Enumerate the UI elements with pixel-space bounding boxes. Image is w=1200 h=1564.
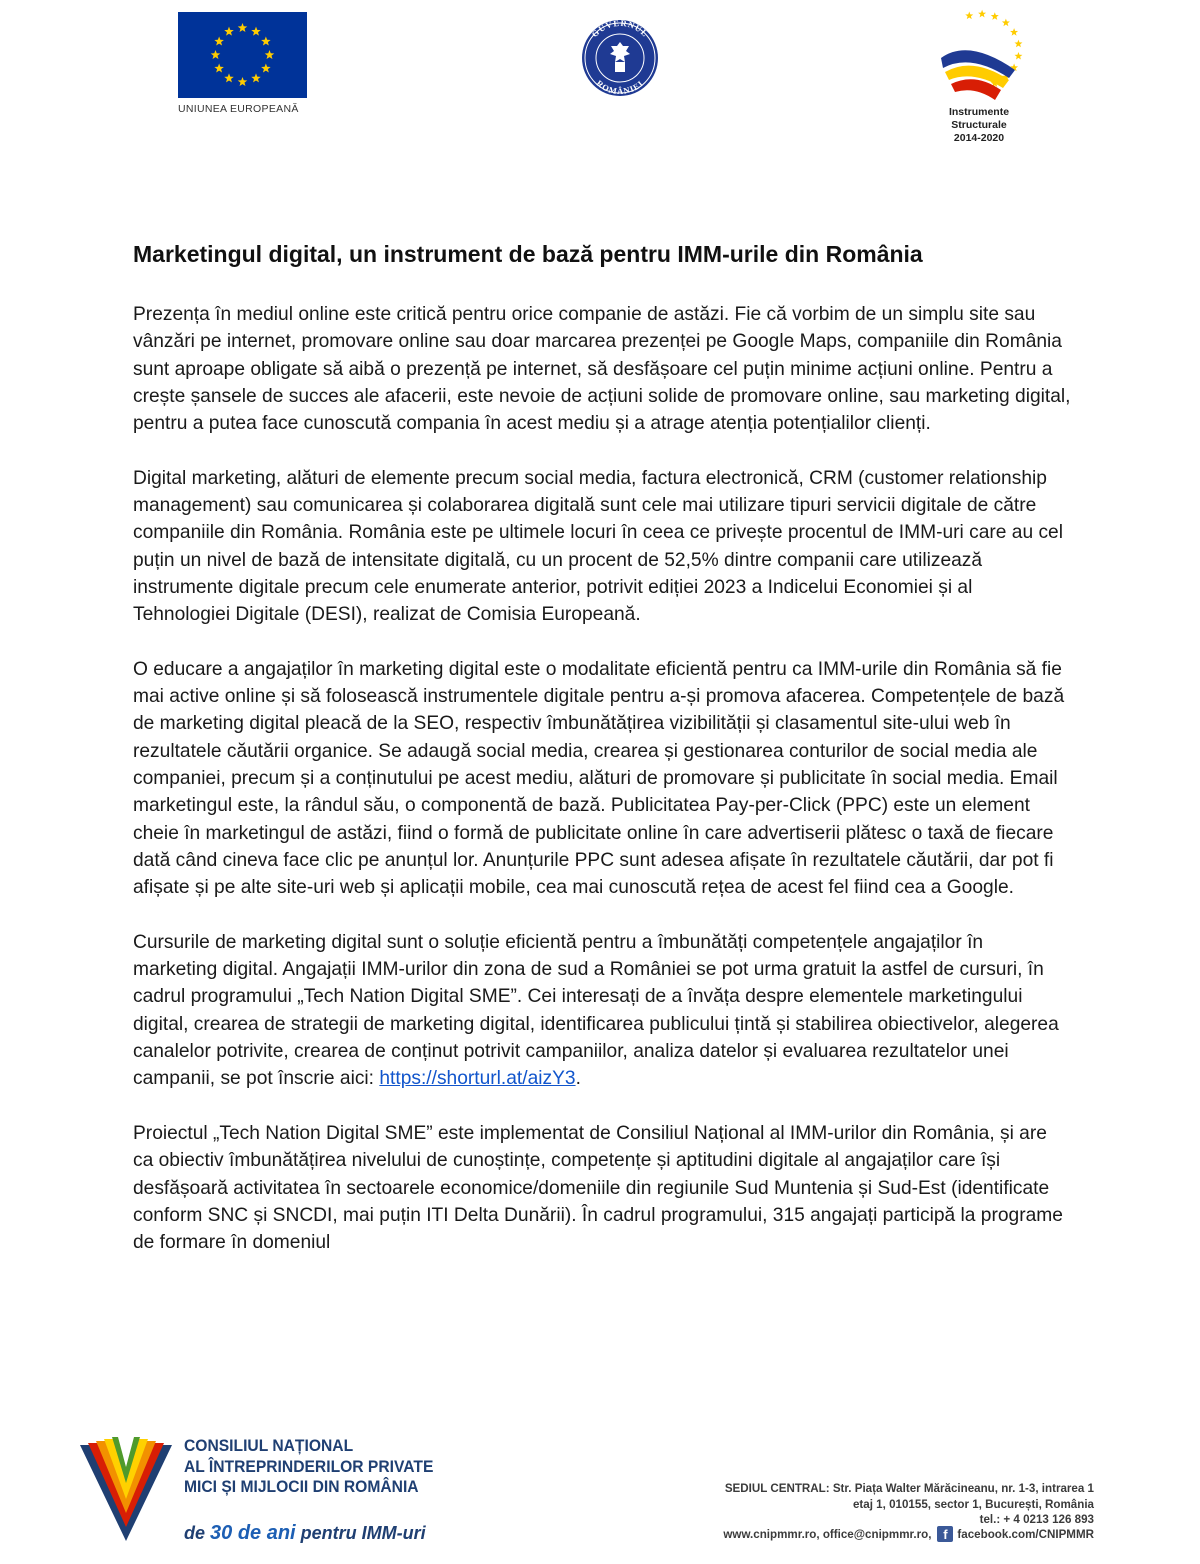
article-title: Marketingul digital, un instrument de bază pentru IMM-urile din România	[133, 241, 923, 267]
eu-logo	[178, 12, 310, 115]
article-body	[133, 301, 1071, 1256]
paragraph-2: Digital marketing, alături de elemente precum social media, factura electronică, CRM (customer relationship management) sau comunicarea și colaborarea digitală sunt cele mai utilizare tipuri servicii digitale de către companiile din România. România este pe ultimele locuri în ceea ce privește procentul de IMM-uri care au cel puțin un nivel de bază de intensitate digitală, cu un procent de 52,5% dintre companii care utilizează instrumente digitale precum cele enumerate anterior, potrivit ediției 2023 a Indicelui Economiei și al Tehnologiei Digitale (DESI), realizat de Comisia Europeană.	[133, 467, 1063, 626]
signup-link[interactable]: https://shorturl.at/aizY3	[379, 1068, 576, 1090]
tagline-post: pentru IMM-uri	[295, 1523, 426, 1543]
cnipmmr-name	[184, 1436, 433, 1498]
structural-instruments-logo	[920, 8, 1038, 145]
facebook-icon: f	[937, 1526, 953, 1542]
is-star	[978, 10, 986, 18]
is-star	[965, 12, 973, 20]
eu-flag-icon	[178, 12, 307, 98]
svg-text:ROMÂNIEI: ROMÂNIEI	[594, 77, 646, 97]
org-line-2: AL ÎNTREPRINDERILOR PRIVATE	[184, 1456, 434, 1476]
svg-text:GUVERNUL: GUVERNUL	[589, 18, 651, 40]
contact-line	[723, 1526, 1094, 1542]
hq-line-2: etaj 1, 010155, sector 1, București, România	[852, 1497, 1094, 1511]
is-caption-line1: Instrumente Structurale	[948, 106, 1010, 131]
paragraph-4-end: .	[575, 1068, 581, 1090]
cnipmmr-tagline	[184, 1522, 426, 1545]
tagline-accent: 30 de ani	[210, 1522, 296, 1544]
paragraph-4-text: Cursurile de marketing digital sunt o soluție eficientă pentru a îmbunătăți competențele angajaților în marketing digital. Angajații IMM-urilor din zona de sud a României se pot urma gratuit la astfel de cursuri, în cadrul programului „Tech Nation Digital SME”. Cei interesați de a învăța despre elementele marketingului digital, crearea de strategii de marketing digital, identificarea publicului țintă și stabilirea obiectivelor, alegerea canalelor potrivite, crearea de conținut potrivit campaniilor, analiza datelor și evaluarea rezultatelor unei campanii, se pot înscrie aici:	[133, 931, 1059, 1090]
structural-instruments-icon	[929, 8, 1029, 106]
paragraph-3: O educare a angajaților în marketing digital este o modalitate eficientă pentru ca IMM-urile din România să fie mai active online și să folosească instrumentele digitale pentru a-și promova afacerea. Competențele de bază de marketing digital pleacă de la SEO, respectiv îmbunătățirea vizibilității și clasamentul site-ului web în rezultatele căutării organice. Se adaugă social media, crearea și gestionarea conturilor de social media ale companiei, precum și a conținutului pe acest mediu, alături de promovare și publicitate în social media. Email marketingul este, la rândul său, o componentă de bază. Publicitatea Pay-per-Click (PPC) este un element cheie în marketingul de astăzi, fiind o formă de publicitate online în care advertiserii plătesc o taxă de fiecare dată când cineva face clic pe anunțul lor. Anunțurile PPC sunt adesea afișate în rezultatele căutării, dar pot fi afișate și pe alte site-uri web și aplicații mobile, cea mai cunoscută rețea de acest fel fiind cea a Google.	[133, 658, 1065, 899]
is-star	[1014, 40, 1022, 48]
is-star	[1014, 52, 1022, 60]
is-star	[1010, 28, 1018, 36]
hq-phone: tel.: + 4 0213 126 893	[979, 1513, 1094, 1526]
facebook-link[interactable]: facebook.com/CNIPMMR	[957, 1527, 1094, 1541]
hq-line-1: SEDIUL CENTRAL: Str. Piața Walter Mărăcineanu, nr. 1-3, intrarea 1	[724, 1482, 1094, 1495]
tagline-pre: de	[184, 1523, 211, 1543]
eu-caption: UNIUNEA EUROPEANĂ	[178, 103, 299, 115]
org-line-1: CONSILIUL NAȚIONAL	[184, 1436, 354, 1455]
is-caption-line2: 2014-2020	[953, 132, 1005, 144]
paragraph-5: Proiectul „Tech Nation Digital SME” este implementat de Consiliul Național al IMM-urilor din România, și are ca obiectiv îmbunătățirea nivelului de cunoștințe, competențe și aptitudini digitale al angajaților care își desfășoară activitatea în sectoarele economice/domeniile din regiunile Sud Muntenia și Sud-Est (identificate conform SNC și SNCDI, mai puțin ITI Delta Dunării). În cadrul programului, 315 angajați participă la programe de formare în domeniul	[133, 1122, 1063, 1254]
government-seal-icon	[574, 18, 666, 98]
org-line-3: MICI ȘI MIJLOCII DIN ROMÂNIA	[184, 1477, 419, 1496]
paragraph-1: Prezența în mediul online este critică pentru orice companie de astăzi. Fie că vorbim de un simplu site sau vânzări pe internet, promovare online sau doar marcarea prezenței pe Google Maps, companiile din România sunt aproape obligate să aibă o prezență pe internet, să desfășoare cel puțin minime acțiuni online. Pentru a crește șansele de succes ale afacerii, este nevoie de acțiuni solide de promovare online, sau marketing digital, pentru a putea face cunoscută compania în acest mediu și a atrage atenția potențialilor clienți.	[133, 304, 1071, 435]
is-star	[991, 12, 999, 20]
is-star	[1002, 19, 1010, 27]
paragraph-4	[133, 929, 1071, 1093]
headquarters-address	[725, 1481, 1094, 1528]
structural-instruments-caption	[920, 106, 1038, 145]
cnipmmr-logo-icon	[80, 1437, 172, 1541]
web-email[interactable]: www.cnipmmr.ro, office@cnipmmr.ro,	[723, 1527, 932, 1541]
